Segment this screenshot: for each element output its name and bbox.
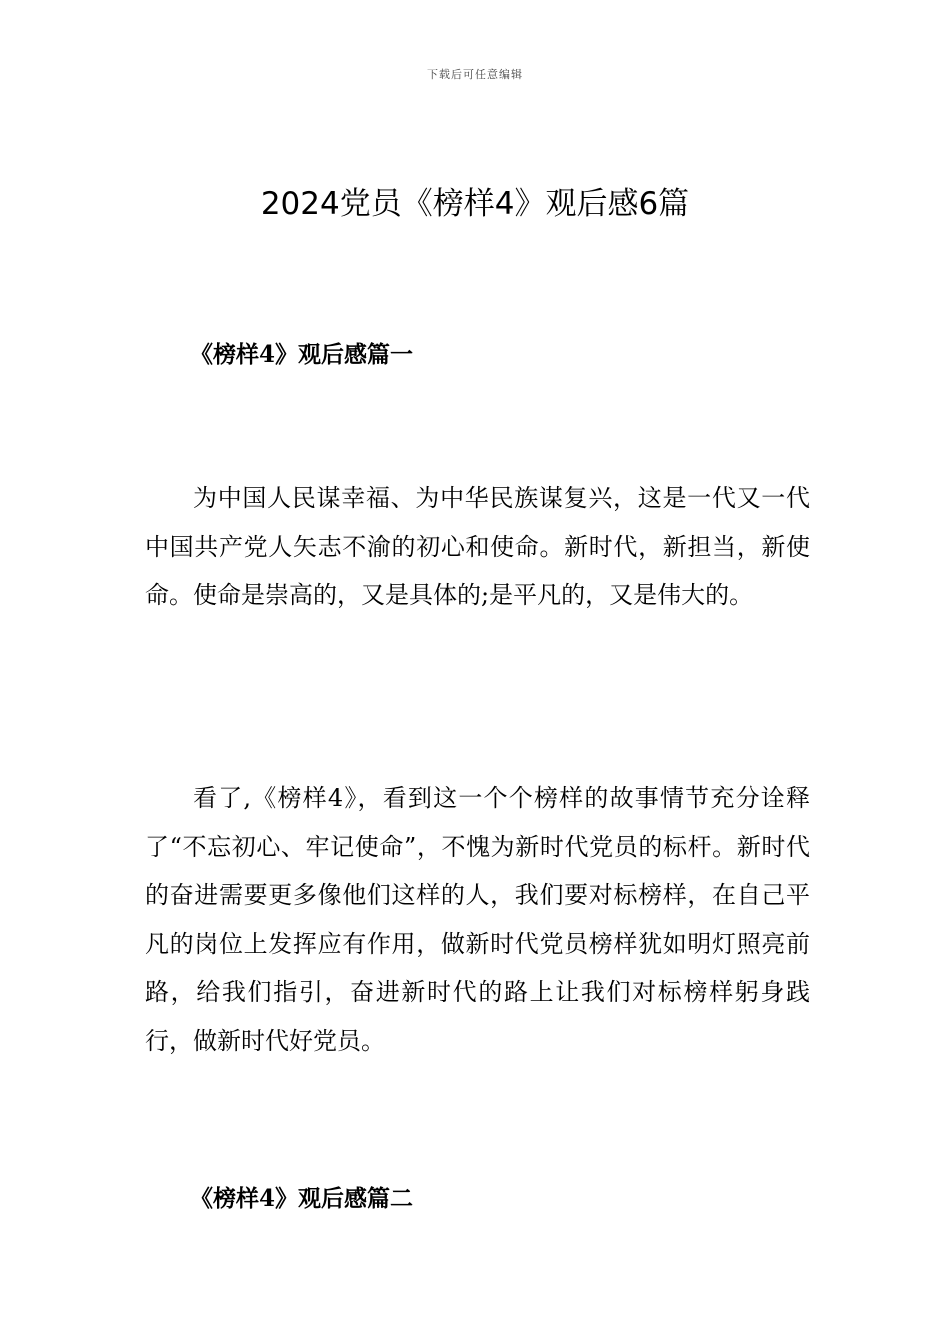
section-heading-2: 《榜样4》观后感篇二	[190, 1185, 414, 1212]
section-heading-1: 《榜样4》观后感篇一	[190, 341, 414, 368]
section-1-paragraph-2: 看了,《榜样4》，看到这一个个榜样的故事情节充分诠释了“不忘初心、牢记使命”，不愧为新时代党员的标杆。新时代的奋进需要更多像他们这样的人，我们要对标榜样，在自己平凡的岗位上发挥应有作用，做新时代党员榜样犹如明灯照亮前路，给我们指引，奋进新时代的路上让我们对标榜样躬身践行，做新时代好党员。	[145, 784, 810, 1055]
document-title: 2024党员《榜样4》观后感6篇	[260, 186, 690, 222]
page-header-note: 下载后可任意编辑	[427, 68, 523, 81]
section-1-paragraph-1: 为中国人民谋幸福、为中华民族谋复兴，这是一代又一代中国共产党人矢志不渝的初心和使命。新时代，新担当，新使命。使命是崇高的，又是具体的;是平凡的，又是伟大的。	[145, 484, 810, 610]
